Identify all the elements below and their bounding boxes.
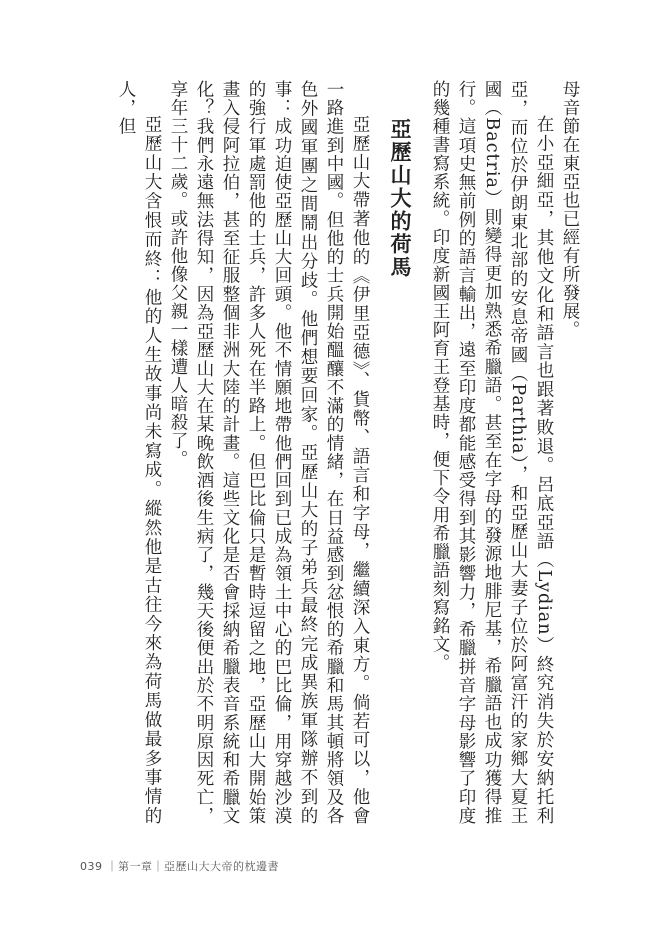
chapter-label: 第一章: [118, 860, 153, 873]
paragraph-1-tail: 母音節在東亞也已經有所發展。: [560, 80, 580, 339]
body-text: [83, 80, 583, 825]
paragraph-4: 亞歷山大含恨而終：他的人生故事尚未寫成。縱然他是古往今來為荷馬做最多事情的人，但: [116, 80, 162, 825]
page-number: 039: [80, 860, 103, 873]
footer-separator: ｜: [106, 860, 118, 873]
chapter-title: 亞歷山大大帝的枕邊書: [164, 860, 279, 873]
paragraph-3: 亞歷山大帶著他的《伊里亞德》、貨幣、語言和字母，繼續深入東方。倘若可以，他會一路進到中國。但他的士兵開始醞釀不滿的情緒，在日益感到忿恨的希臘和馬其頓將領及各色外國軍團之間鬧出分歧。他們想要回家。亞歷山大的子弟兵最終完成異族軍隊辦不到的事：成功迫使亞歷山大回頭。他不情願地帶他們回到已成為領土中心的巴比倫，用穿越沙漠的強行軍處罰他的士兵，許多人死在半路上。但巴比倫只是暫時逗留之地，亞歷山大開始策畫入侵阿拉伯，甚至征服整個非洲大陸的計畫。這些文化是否會採納希臘表音系統和希臘文化？我們永遠無法得知，因為亞歷山大在某晚飲酒後生病了，幾天後便出於不明原因死亡，享年三十二歲。或許他像父親一樣遭人暗殺了。: [168, 80, 370, 825]
page-footer: [80, 858, 279, 874]
paragraph-2: 在小亞細亞，其他文化和語言也跟著敗退。呂底亞語（Lydian）終究消失於安納托利亞，而位於伊朗東北部的安息帝國（Parthia），和亞歷山大妻子位於阿富汗的家鄉大夏王國（Bactria）則變得更加熟悉希臘語。甚至在字母的發源地腓尼基，希臘語也成功獲得推行。這項史無前例的語言輸出，遠至印度都能感受得到其影響力，希臘拼音字母影響了印度的幾種書寫系統。印度新國王阿育王登基時，便下令用希臘語刻寫銘文。: [430, 80, 554, 825]
footer-separator: ｜: [152, 860, 164, 873]
section-heading: 亞歷山大的荷馬: [388, 118, 412, 279]
